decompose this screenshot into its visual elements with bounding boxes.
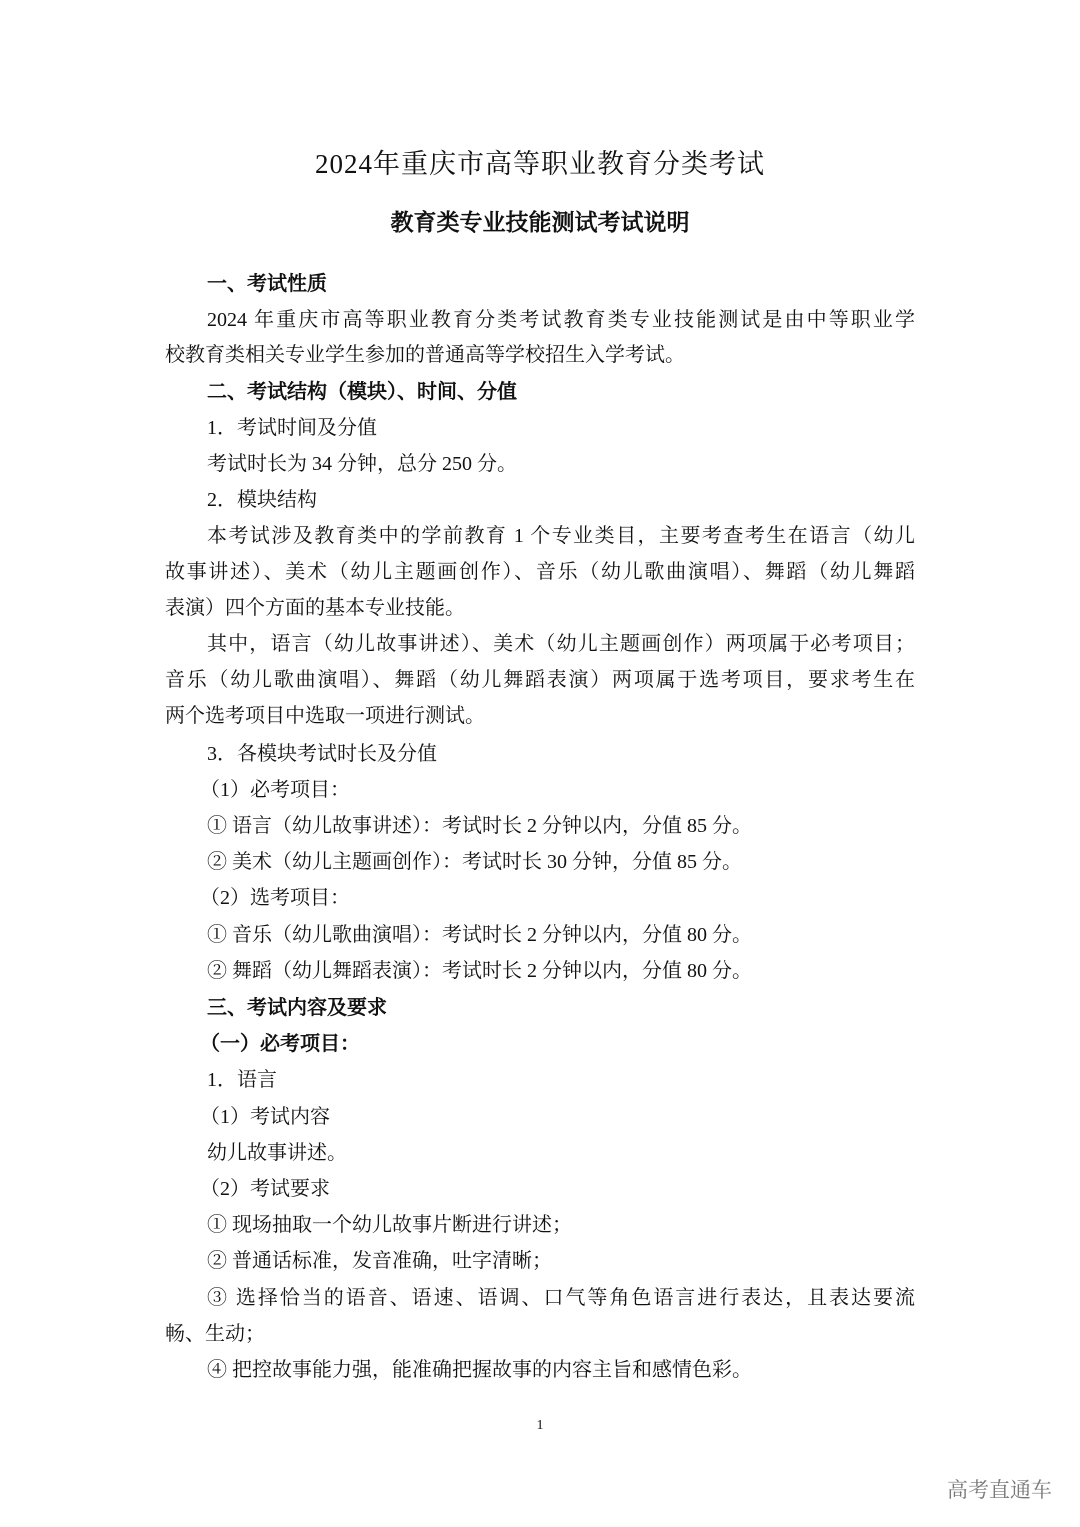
section-heading: 一、考试性质 [207,273,327,295]
document-title: 2024年重庆市高等职业教育分类考试 [315,149,765,179]
list-item: ② 普通话标准，发音准确，吐字清晰； [207,1250,552,1272]
section-heading: 三、考试内容及要求 [207,997,387,1019]
subheading: 1．考试时间及分值 [207,417,377,439]
subheading: 2．模块结构 [207,489,317,511]
subheading: 1．语言 [207,1069,277,1091]
list-item-continuation: 畅、生动； [165,1323,265,1345]
list-item: ① 语言（幼儿故事讲述）：考试时长 2 分钟以内，分值 85 分。 [207,815,752,837]
subsection-heading: （一）必考项目： [200,1033,360,1055]
list-item: ① 音乐（幼儿歌曲演唱）：考试时长 2 分钟以内，分值 80 分。 [207,924,752,946]
paragraph-line: 音乐（幼儿歌曲演唱）、舞蹈（幼儿舞蹈表演）两项属于选考项目，要求考生在 [165,669,915,691]
paragraph-line: 表演）四个方面的基本专业技能。 [165,597,465,619]
list-item: ③ 选择恰当的语音、语速、语调、口气等角色语言进行表达，且表达要流 [207,1287,915,1309]
list-label: （2）考试要求 [200,1178,330,1200]
paragraph-line: 故事讲述）、美术（幼儿主题画创作）、音乐（幼儿歌曲演唱）、舞蹈（幼儿舞蹈 [165,561,915,583]
paragraph-line: 2024 年重庆市高等职业教育分类考试教育类专业技能测试是由中等职业学 [207,309,915,331]
subheading: 3．各模块考试时长及分值 [207,743,437,765]
list-label: （1）考试内容 [200,1106,330,1128]
paragraph-line: 幼儿故事讲述。 [207,1142,347,1164]
paragraph-line: 本考试涉及教育类中的学前教育 1 个专业类目，主要考查考生在语言（幼儿 [207,525,915,547]
paragraph-line: 两个选考项目中选取一项进行测试。 [165,705,485,727]
watermark: 高考直通车 [947,1478,1052,1502]
list-item: ② 美术（幼儿主题画创作）：考试时长 30 分钟，分值 85 分。 [207,851,742,873]
list-item: ① 现场抽取一个幼儿故事片断进行讲述； [207,1214,572,1236]
list-item: ④ 把控故事能力强，能准确把握故事的内容主旨和感情色彩。 [207,1359,752,1381]
section-heading: 二、考试结构（模块）、时间、分值 [207,381,517,403]
list-label: （1）必考项目： [200,779,350,801]
list-label: （2）选考项目： [200,887,350,909]
page-number: 1 [536,1418,544,1433]
paragraph-line: 其中，语言（幼儿故事讲述）、美术（幼儿主题画创作）两项属于必考项目； [207,633,915,655]
list-item: ② 舞蹈（幼儿舞蹈表演）：考试时长 2 分钟以内，分值 80 分。 [207,960,752,982]
paragraph-line: 校教育类相关专业学生参加的普通高等学校招生入学考试。 [165,344,685,366]
document-subtitle: 教育类专业技能测试考试说明 [390,209,690,235]
paragraph-line: 考试时长为 34 分钟，总分 250 分。 [207,453,517,475]
